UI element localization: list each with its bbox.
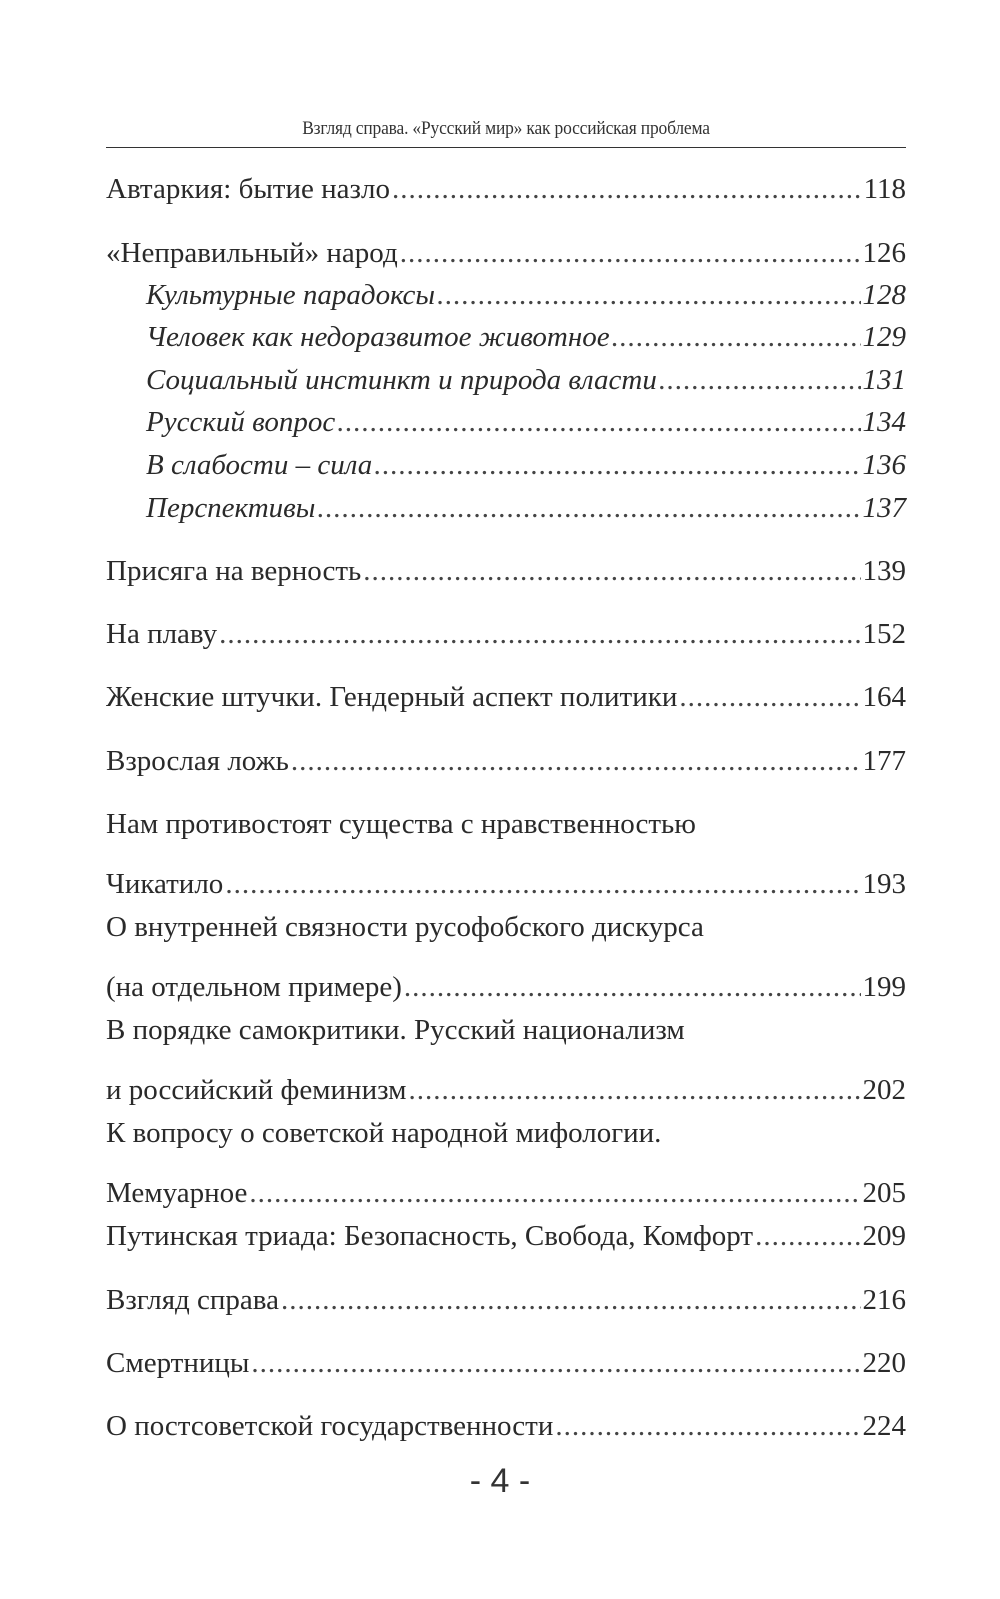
dot-leader <box>392 168 862 210</box>
header-rule <box>106 147 906 148</box>
dot-leader <box>251 1342 860 1384</box>
toc-entry-page: 193 <box>862 868 906 900</box>
toc-entry[interactable] <box>106 906 906 1008</box>
toc-entry[interactable] <box>106 676 906 718</box>
toc-entry-title: (на отдельном примере) <box>106 971 402 1003</box>
toc-entry-page: 129 <box>862 321 906 353</box>
toc-subentry[interactable] <box>146 359 906 401</box>
toc-entry-page: 220 <box>862 1347 906 1379</box>
toc-entry-page: 209 <box>862 1220 906 1252</box>
dot-leader <box>400 232 861 274</box>
dot-leader <box>409 1069 861 1111</box>
page-number: - 4 - <box>469 1462 531 1500</box>
toc-entry-page: 126 <box>862 237 906 269</box>
toc-entry-title: О постсоветской государственности <box>106 1410 554 1442</box>
dot-leader <box>225 863 860 905</box>
toc-entry-title: Культурные парадоксы <box>146 279 436 311</box>
toc-entry[interactable] <box>106 1009 906 1111</box>
toc-entry-title: Путинская триада: Безопасность, Свобода, Комфорт <box>106 1220 754 1252</box>
toc-entry-title: Чикатило <box>106 868 224 900</box>
toc-entry[interactable] <box>106 1112 906 1214</box>
dot-leader <box>317 487 860 529</box>
toc-entry[interactable] <box>106 550 906 592</box>
toc-entry-page: 224 <box>862 1410 906 1442</box>
toc-subentry[interactable] <box>146 487 906 529</box>
toc-entry[interactable] <box>106 740 906 782</box>
dot-leader <box>755 1215 860 1257</box>
toc-entry-page: 199 <box>862 971 906 1003</box>
toc-entry-page: 202 <box>862 1074 906 1106</box>
toc-entry-title: Социальный инстинкт и природа власти <box>146 364 657 396</box>
toc-entry-title: Взрослая ложь <box>106 745 289 777</box>
toc-entry-title: Женские штучки. Гендерный аспект политики <box>106 681 678 713</box>
toc-subentry[interactable] <box>146 444 906 486</box>
dot-leader <box>291 740 861 782</box>
toc-entry-title: «Неправильный» народ <box>106 237 398 269</box>
dot-leader <box>337 401 860 443</box>
toc-entry-title: Взгляд справа <box>106 1284 279 1316</box>
toc-entry-title: В слабости – сила <box>146 449 373 481</box>
toc-entry[interactable] <box>106 1215 906 1257</box>
toc-entry-title: Автаркия: бытие назло <box>106 173 390 205</box>
toc-entry-title-line1: В порядке самокритики. Русский национализм <box>106 1014 685 1046</box>
toc-subentry[interactable] <box>146 274 906 316</box>
toc-entry-page: 118 <box>863 173 906 205</box>
toc-entry[interactable] <box>106 1342 906 1384</box>
toc-subentry[interactable] <box>146 401 906 443</box>
toc-entry-page: 152 <box>862 618 906 650</box>
toc-entry-title: Присяга на верность <box>106 555 362 587</box>
dot-leader <box>219 613 860 655</box>
toc-entry-page: 131 <box>862 364 906 396</box>
dot-leader <box>249 1172 860 1214</box>
dot-leader <box>679 676 860 718</box>
toc-entry[interactable] <box>106 1279 906 1321</box>
running-head: Взгляд справа. «Русский мир» как российская проблема <box>302 118 710 139</box>
toc-entry-page: 139 <box>862 555 906 587</box>
toc-entry[interactable] <box>106 803 906 905</box>
toc-entry-title-line1: О внутренней связности русофобского дискурса <box>106 911 704 943</box>
toc-entry-title: Человек как недоразвитое животное <box>146 321 610 353</box>
toc-entry-title: Смертницы <box>106 1347 250 1379</box>
dot-leader <box>659 359 861 401</box>
toc-entry-title: и российский феминизм <box>106 1074 407 1106</box>
toc-entry-title: На плаву <box>106 618 218 650</box>
dot-leader <box>555 1405 860 1447</box>
toc-subentry[interactable] <box>146 316 906 358</box>
toc-entry-page: 128 <box>862 279 906 311</box>
toc-entry-page: 177 <box>862 745 906 777</box>
toc-entry[interactable] <box>106 168 906 210</box>
dot-leader <box>363 550 860 592</box>
dot-leader <box>404 966 861 1008</box>
toc-entry-title: Перспективы <box>146 492 316 524</box>
toc-entry[interactable] <box>106 613 906 655</box>
toc-entry-page: 134 <box>862 406 906 438</box>
dot-leader <box>612 316 861 358</box>
toc-entry-title-line1: Нам противостоят существа с нравственностью <box>106 808 696 840</box>
toc-entry-title-line1: К вопросу о советской народной мифологии. <box>106 1117 662 1149</box>
toc-entry-page: 164 <box>862 681 906 713</box>
toc-entry-page: 216 <box>862 1284 906 1316</box>
toc-entry-title: Русский вопрос <box>146 406 336 438</box>
toc-entry-page: 136 <box>862 449 906 481</box>
toc-entry[interactable] <box>106 232 906 274</box>
toc-entry-title: Мемуарное <box>106 1177 248 1209</box>
dot-leader <box>437 274 860 316</box>
toc-entry[interactable] <box>106 1405 906 1447</box>
toc-entry-page: 205 <box>862 1177 906 1209</box>
toc-entry-page: 137 <box>862 492 906 524</box>
dot-leader <box>281 1279 861 1321</box>
dot-leader <box>374 444 860 486</box>
